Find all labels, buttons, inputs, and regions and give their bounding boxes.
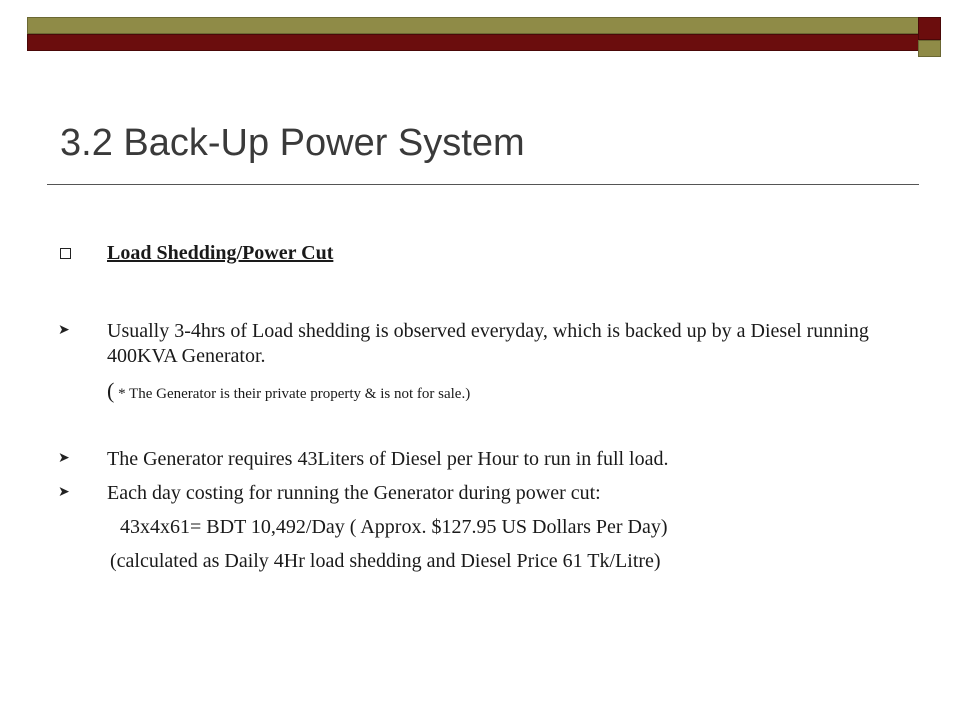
- header-band-olive: [27, 17, 941, 34]
- bullet-diesel-consumption: The Generator requires 43Liters of Diesel per Hour to run in full load.: [107, 448, 669, 470]
- section-heading: Load Shedding/Power Cut: [107, 242, 334, 264]
- title-divider: [47, 184, 919, 185]
- note-text: * The Generator is their private property & is not for sale.): [114, 386, 471, 402]
- header-corner-olive: [918, 40, 941, 57]
- arrow-bullet-icon: ➤: [58, 451, 70, 466]
- header-corner-maroon: [918, 17, 941, 40]
- bullet-daily-cost: Each day costing for running the Generator during power cut:: [107, 482, 601, 504]
- square-bullet-icon: [60, 248, 71, 259]
- bullet-generator-backup: Usually 3-4hrs of Load shedding is observed everyday, which is backed up by a Diesel running 400KVA Generator.: [107, 320, 869, 367]
- slide-title: 3.2 Back-Up Power System: [60, 122, 525, 164]
- note-open-paren: (: [107, 378, 115, 403]
- header-band-maroon: [27, 34, 941, 51]
- arrow-bullet-icon: ➤: [58, 485, 70, 500]
- cost-calculation: 43x4x61= BDT 10,492/Day ( Approx. $127.95 US Dollars Per Day): [120, 516, 668, 538]
- generator-ownership-note: [107, 379, 470, 406]
- calculation-note: (calculated as Daily 4Hr load shedding and Diesel Price 61 Tk/Litre): [110, 550, 661, 572]
- arrow-bullet-icon: ➤: [58, 323, 70, 338]
